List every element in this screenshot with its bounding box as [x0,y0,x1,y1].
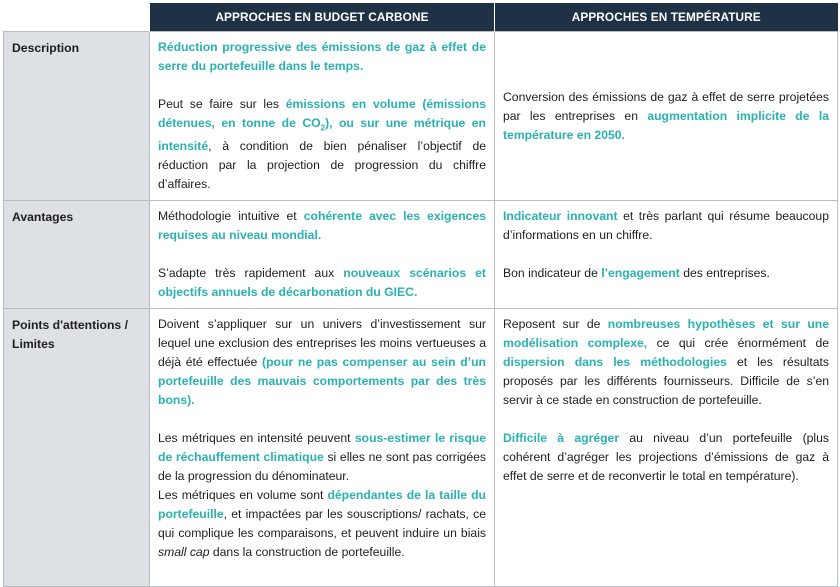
cell-description-budget [150,32,495,201]
paragraph [503,429,829,486]
text: Doivent s’appliquer sur un univers d’investissement sur lequel une exclusion des entreprises les moins vertueuses a déjà été effectuée [158,317,486,370]
header-corner [4,3,150,32]
header-temperature: APPROCHES EN TEMPÉRATURE [495,3,838,32]
header-row [4,3,838,32]
italic-text: small cap [158,545,210,560]
highlight-text: dépendantes de la taille du portefeuille [158,488,486,522]
row-avantages [4,201,838,309]
paragraph [503,207,829,245]
header-budget-carbone: APPROCHES EN BUDGET CARBONE [150,3,495,32]
text: Méthodologie intuitive et [158,209,304,224]
paragraph [503,264,829,283]
text: des entreprises. [679,266,770,281]
text: Conversion des émissions de gaz à effet de serre projetées par les entreprises en [503,89,829,123]
highlight-text: nouveaux scénarios et objectifs annuels de décarbonation du GIEC. [158,266,486,300]
highlight-text: cohérente avec les exigences requises au niveau mondial. [158,209,487,243]
cell-limites-temperature [495,309,838,587]
text: Reposent sur de [503,317,608,332]
text: dans la construction de portefeuille. [209,545,405,560]
text: , et impactées par les souscriptions/ rachats, ce qui complique les comparaisons, et peuvent induire un biais [158,507,486,541]
text: au niveau d’un portefeuille (plus cohérent d’agréger les projections d’émissions de gaz à effet de serre et de reconvertir le total en température). [503,431,829,484]
highlight-text: l’engagement [601,266,680,281]
text: Les métriques en volume sont [158,488,328,503]
highlight-text: Indicateur innovant [503,209,618,224]
paragraph [158,429,486,486]
row-label-limites: Points d'attentions / Limites [4,309,150,587]
text: si elles ne sont pas corrigées de la progression du dénominateur. [158,450,486,484]
cell-avantages-temperature [495,201,838,309]
paragraph [158,315,486,410]
text: ), ou sur une métrique en intensité [158,116,486,154]
highlight-text: sous-estimer le risque de réchauffement climatique [158,431,486,465]
cell-limites-budget [150,309,495,587]
text: S’adapte très rapidement aux [158,266,344,281]
paragraph [158,38,486,76]
cell-avantages-budget [150,201,495,309]
text: et les résultats proposés par les différents fournisseurs. Difficile de s’en servir à ce stade en construction de portefeuille. [503,355,829,408]
highlight-text: nombreuses hypothèses et sur une modélisation complexe, [503,317,829,351]
highlight-text: dispersion dans les méthodologies [503,355,727,370]
text: émissions en volume (émissions détenues, en tonne de CO [158,97,486,130]
comparison-table [3,3,838,587]
text: ce qui crée énormément de [647,336,830,351]
highlight-text: Réduction progressive des émissions de gaz à effet de serre du portefeuille dans le temps. [158,40,486,73]
cell-description-temperature [495,32,838,201]
highlight-text: (pour ne pas compenser au sein d’un portefeuille des mauvais comportements par des très bons). [158,355,486,408]
paragraph [158,207,486,245]
row-label-description: Description [4,32,150,201]
text: , à condition de bien pénaliser l’objectif de réduction par la projection de progression du chiffre d’affaires. [158,139,486,192]
paragraph [503,88,829,145]
text: Bon indicateur de [503,266,602,281]
row-label-avantages: Avantages [4,201,150,309]
row-limites [4,309,838,587]
paragraph [158,95,486,194]
text: et très parlant qui résume beaucoup d’informations en un chiffre. [503,209,829,243]
paragraph [158,486,486,562]
row-description [4,32,838,201]
subscript: 2 [320,123,326,133]
text: Peut se faire sur les [158,97,286,111]
text: Les métriques en intensité peuvent [158,431,355,446]
paragraph [158,264,486,302]
paragraph [503,315,829,410]
highlight-text: augmentation implicite de la température en 2050. [503,108,829,142]
highlight-text: Difficile à agréger [503,431,620,446]
